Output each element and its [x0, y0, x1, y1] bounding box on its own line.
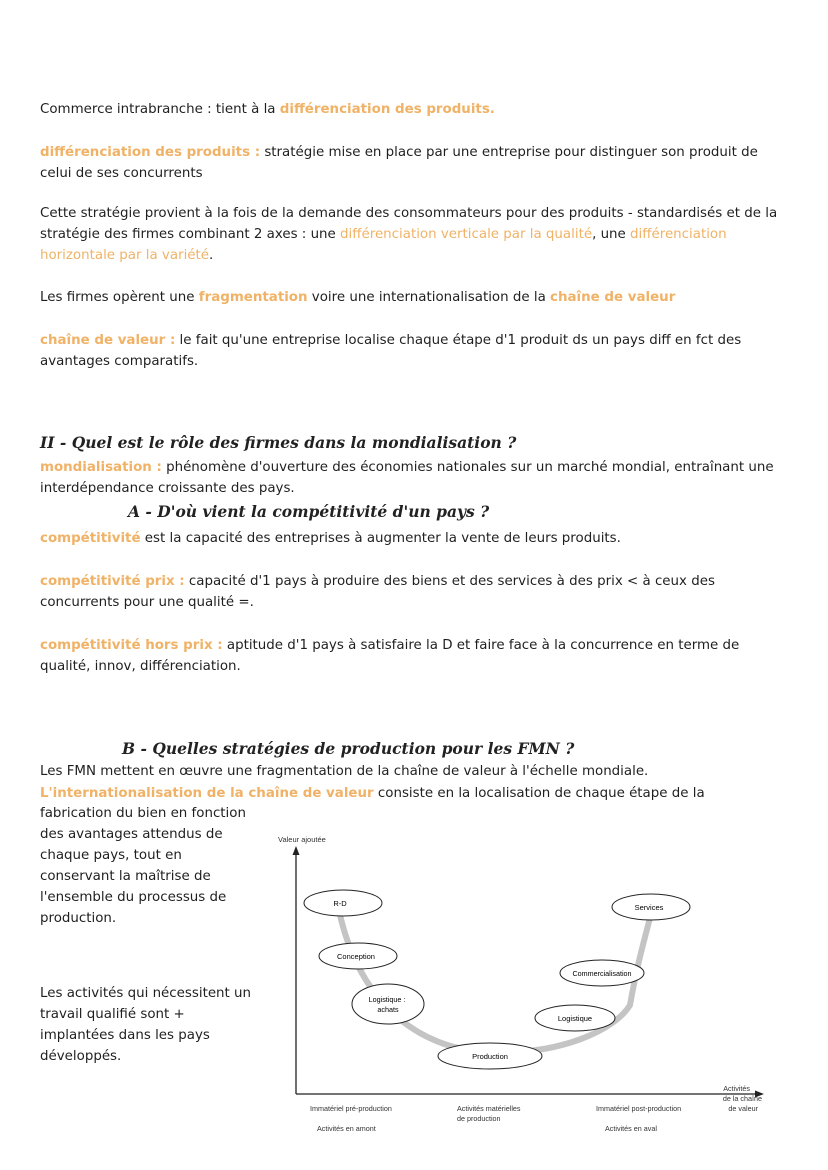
highlight-term: mondialisation :: [40, 460, 162, 475]
label-materielles: Activités matérielles de production: [457, 1104, 521, 1123]
highlight-term: L'internationalisation de la chaîne de valeur: [40, 786, 374, 801]
highlight-term: compétitivité: [40, 531, 141, 546]
subsection-heading-b: B - Quelles stratégies de production pour les FMN ?: [122, 739, 575, 758]
definition-chaine-valeur: chaîne de valeur : le fait qu'une entreprise localise chaque étape d'1 produit ds un pays diff en fct des avantages comparatifs.: [40, 333, 742, 369]
definition-competitivite-hors-prix: compétitivité hors prix : aptitude d'1 pays à satisfaire la D et faire face à la concurrence en terme de qualité, innov, différenciation.: [40, 638, 740, 674]
highlight-term: fragmentation: [198, 290, 308, 305]
highlight-term: compétitivité hors prix :: [40, 638, 223, 653]
stage-commercialisation-label: Commercialisation: [572, 969, 632, 978]
label-pre-production: Immatériel pré-production: [310, 1104, 392, 1113]
fmn-paragraph: Les FMN mettent en œuvre une fragmentation de la chaîne de valeur à l'échelle mondiale.: [40, 764, 649, 779]
highlight-term: chaîne de valeur :: [40, 333, 176, 348]
label-post-production: Immatériel post-production: [596, 1104, 682, 1113]
strategy-paragraph: Cette stratégie provient à la fois de la demande des consommateurs pour des produits - standardisés et de la stratégie des firmes combinant 2 axes : une différenciation verticale par la qualité, une différenciation horizontale par la variété.: [40, 206, 778, 263]
y-axis-label: Valeur ajoutée: [278, 835, 326, 844]
fragmentation-paragraph: Les firmes opèrent une fragmentation voire une internationalisation de la chaîne de valeur: [40, 290, 676, 305]
fabrication-paragraph: fabrication du bien en fonction des avantages attendus de chaque pays, tout en conservant la maîtrise de l'ensemble du processus de production.: [40, 806, 246, 926]
stage-rd-label: R-D: [333, 899, 347, 908]
label-aval: Activités en aval: [605, 1124, 657, 1133]
stage-logistique-achats-label: Logistique : achats: [368, 995, 406, 1014]
subsection-heading-a: A - D'où vient la compétitivité d'un pays ?: [128, 502, 490, 521]
highlight-term: différenciation des produits :: [40, 145, 261, 160]
label-amont: Activités en amont: [317, 1124, 376, 1133]
highlight-term: différenciation horizontale par la variété: [40, 227, 727, 263]
x-axis-label: Activités de la chaîne de valeur: [722, 1084, 762, 1113]
stage-production-label: Production: [472, 1052, 508, 1061]
stage-conception-label: Conception: [337, 952, 375, 961]
activites-paragraph: Les activités qui nécessitent un travail qualifié sont + implantées dans les pays développés.: [40, 986, 252, 1064]
stage-logistique-label: Logistique: [557, 1014, 593, 1023]
definition-competitivite-prix: compétitivité prix : capacité d'1 pays à produire des biens et des services à des prix < à ceux des concurrents pour une qualité =.: [40, 574, 715, 610]
section-heading-ii: II - Quel est le rôle des firmes dans la mondialisation ?: [40, 433, 517, 452]
definition-mondialisation: mondialisation : phénomène d'ouverture des économies nationales sur un marché mondial, entraînant une interdépendance croissante des pays.: [40, 460, 774, 496]
highlight-term: différenciation verticale par la qualité: [340, 227, 593, 242]
highlight-term: chaîne de valeur: [550, 290, 676, 305]
internationalisation-paragraph: L'internationalisation de la chaîne de valeur consiste en la localisation de chaque étape de la: [40, 786, 705, 801]
intrabranche-paragraph: Commerce intrabranche : tient à la différenciation des produits.: [40, 102, 495, 117]
highlight-term: compétitivité prix :: [40, 574, 185, 589]
smile-curve-figure: [270, 830, 770, 1140]
highlight-term: différenciation des produits.: [279, 102, 495, 117]
stage-services-label: Services: [634, 903, 664, 912]
definition-competitivite: compétitivité est la capacité des entreprises à augmenter la vente de leurs produits.: [40, 531, 621, 546]
stage-logistique-achats: [352, 984, 424, 1024]
definition-differenciation: différenciation des produits : stratégie mise en place par une entreprise pour distinguer son produit de celui de ses concurrents: [40, 145, 758, 181]
